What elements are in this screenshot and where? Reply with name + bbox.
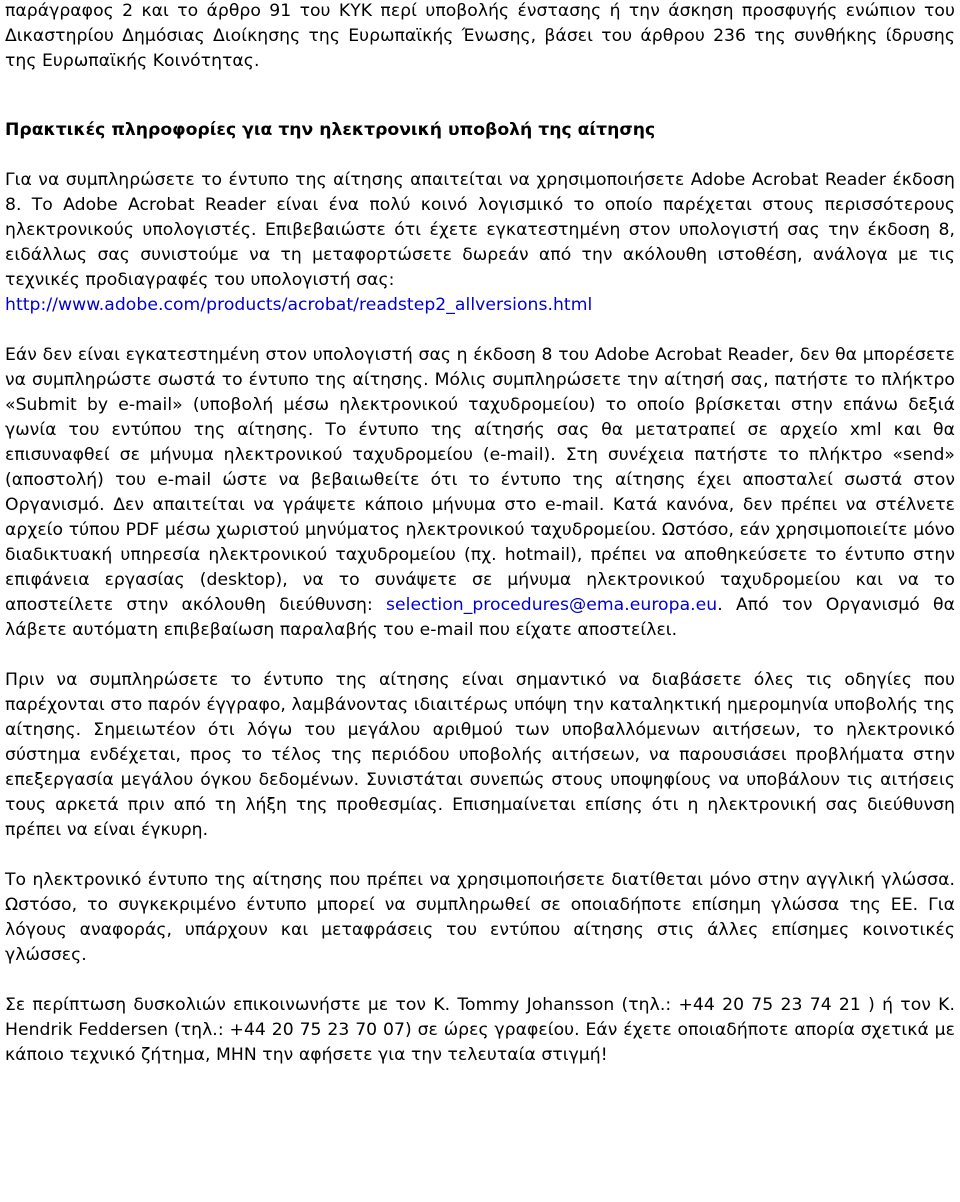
paragraph-deadline-advice: Πριν να συμπληρώσετε το έντυπο της αίτησης είναι σημαντικό να διαβάσετε όλες τις οδηγίες που παρέχονται στο παρόν έγγραφο, λαμβάνοντας ιδιαιτέρως υπόψη την καταληκτική ημερομηνία υποβολής της αίτησης. Σημειωτέον ότι λόγω του μεγάλου αριθμού των υποβαλλόμενων αιτήσεων, το ηλεκτρονικό σύστημα ενδέχεται, προς το τέλος της περιόδου υποβολής αιτήσεων, να παρουσιάσει προβλήματα στην επεξεργασία μεγάλου όγκου δεδομένων. Συνιστάται συνεπώς στους υποψηφίους να υποβάλουν τις αιτήσεις τους αρκετά πριν από τη λήξη της προθεσμίας. Επισημαίνεται επίσης ότι η ηλεκτρονική σας διεύθυνση πρέπει να είναι έγκυρη. bbox=[5, 670, 955, 840]
adobe-download-link[interactable]: http://www.adobe.com/products/acrobat/readstep2_allversions.html bbox=[5, 295, 593, 315]
paragraph-adobe-requirements bbox=[5, 168, 955, 318]
paragraph-language-info: Το ηλεκτρονικό έντυπο της αίτησης που πρέπει να χρησιμοποιήσετε διατίθεται μόνο στην αγγλική γλώσσα. Ωστόσο, το συγκεκριμένο έντυπο μπορεί να συμπληρωθεί σε οποιαδήποτε επίσημη γλώσσα της ΕΕ. Για λόγους αναφοράς, υπάρχουν και μεταφράσεις του εντύπου αίτησης στις άλλες επίσημες κοινοτικές γλώσσες. bbox=[5, 870, 955, 965]
submission-text-before: Εάν δεν είναι εγκατεστημένη στον υπολογιστή σας η έκδοση 8 του Adobe Acrobat Reader, δεν θα μπορέσετε να συμπληρώστε σωστά το έντυπο της αίτησης. Μόλις συμπληρώσετε την αίτησή σας, πατήστε το πλήκτρο «Submit by e-mail» (υποβολή μέσω ηλεκτρονικού ταχυδρομείου) το οποίο βρίσκεται στην επάνω δεξιά γωνία του εντύπου της αίτησης. Το έντυπο της αίτησής σας θα μετατραπεί σε αρχείο xml και θα επισυναφθεί σε μήνυμα ηλεκτρονικού ταχυδρομείου (e-mail). Στη συνέχεια πατήστε το πλήκτρο «send» (αποστολή) του e-mail ώστε να βεβαιωθείτε ότι το έντυπο της αίτησης έχει αποσταλεί σωστά στον Οργανισμό. Δεν απαιτείται να γράψετε κάποιο μήνυμα στο e-mail. Κατά κανόνα, δεν πρέπει να στέλνετε αρχείο τύπου PDF μέσω χωριστού μηνύματος ηλεκτρονικού ταχυδρομείου. Ωστόσο, εάν χρησιμοποιείτε μόνο διαδικτυακή υπηρεσία ηλεκτρονικού ταχυδρομείου (πχ. hotmail), πρέπει να αποθηκεύσετε το έντυπο στην επιφάνεια εργασίας (desktop), να το συνάψετε σε μήνυμα ηλεκτρονικού ταχυδρομείου και να το αποστείλετε στην ακόλουθη διεύθυνση: bbox=[5, 345, 955, 615]
paragraph-adobe-requirements-text: Για να συμπληρώσετε το έντυπο της αίτησης απαιτείται να χρησιμοποιήσετε Adobe Acrobat Reader έκδοση 8. Το Adobe Acrobat Reader είναι ένα πολύ κοινό λογισμικό το οποίο παρέχεται στους περισσότερους ηλεκτρονικούς υπολογιστές. Επιβεβαιώστε ότι έχετε εγκατεστημένη στον υπολογιστή σας την έκδοση 8, ειδάλλως σας συνιστούμε να τη μεταφορτώσετε δωρεάν από την ακόλουθη ιστοθέση, ανάλογα με τις τεχνικές προδιαγραφές του υπολογιστή σας: bbox=[5, 170, 955, 290]
section-heading: Πρακτικές πληροφορίες για την ηλεκτρονική υποβολή της αίτησης bbox=[5, 120, 656, 140]
document-page bbox=[5, 0, 955, 1068]
paragraph-submission-instructions bbox=[5, 343, 955, 643]
selection-email-link[interactable]: selection_procedures@ema.europa.eu bbox=[386, 595, 718, 615]
intro-paragraph: παράγραφος 2 και το άρθρο 91 του ΚΥΚ περί υποβολής ένστασης ή την άσκηση προσφυγής ενώπιον του Δικαστηρίου Δημόσιας Διοίκησης της Ευρωπαϊκής Ένωσης, βάσει του άρθρου 236 της συνθήκης ίδρυσης της Ευρωπαϊκής Κοινότητας. bbox=[5, 1, 955, 71]
submission-text-after: . Από τον Οργανισμό θα λάβετε αυτόματη επιβεβαίωση παραλαβής του e-mail που είχατε αποστείλει. bbox=[5, 595, 955, 640]
paragraph-contact-info: Σε περίπτωση δυσκολιών επικοινωνήστε με τον Κ. Tommy Johansson (τηλ.: +44 20 75 23 74 21 ) ή τον Κ. Hendrik Feddersen (τηλ.: +44 20 75 23 70 07) σε ώρες γραφείου. Εάν έχετε οποιαδήποτε απορία σχετικά με κάποιο τεχνικό ζήτημα, ΜΗΝ την αφήσετε για την τελευταία στιγμή! bbox=[5, 995, 955, 1065]
